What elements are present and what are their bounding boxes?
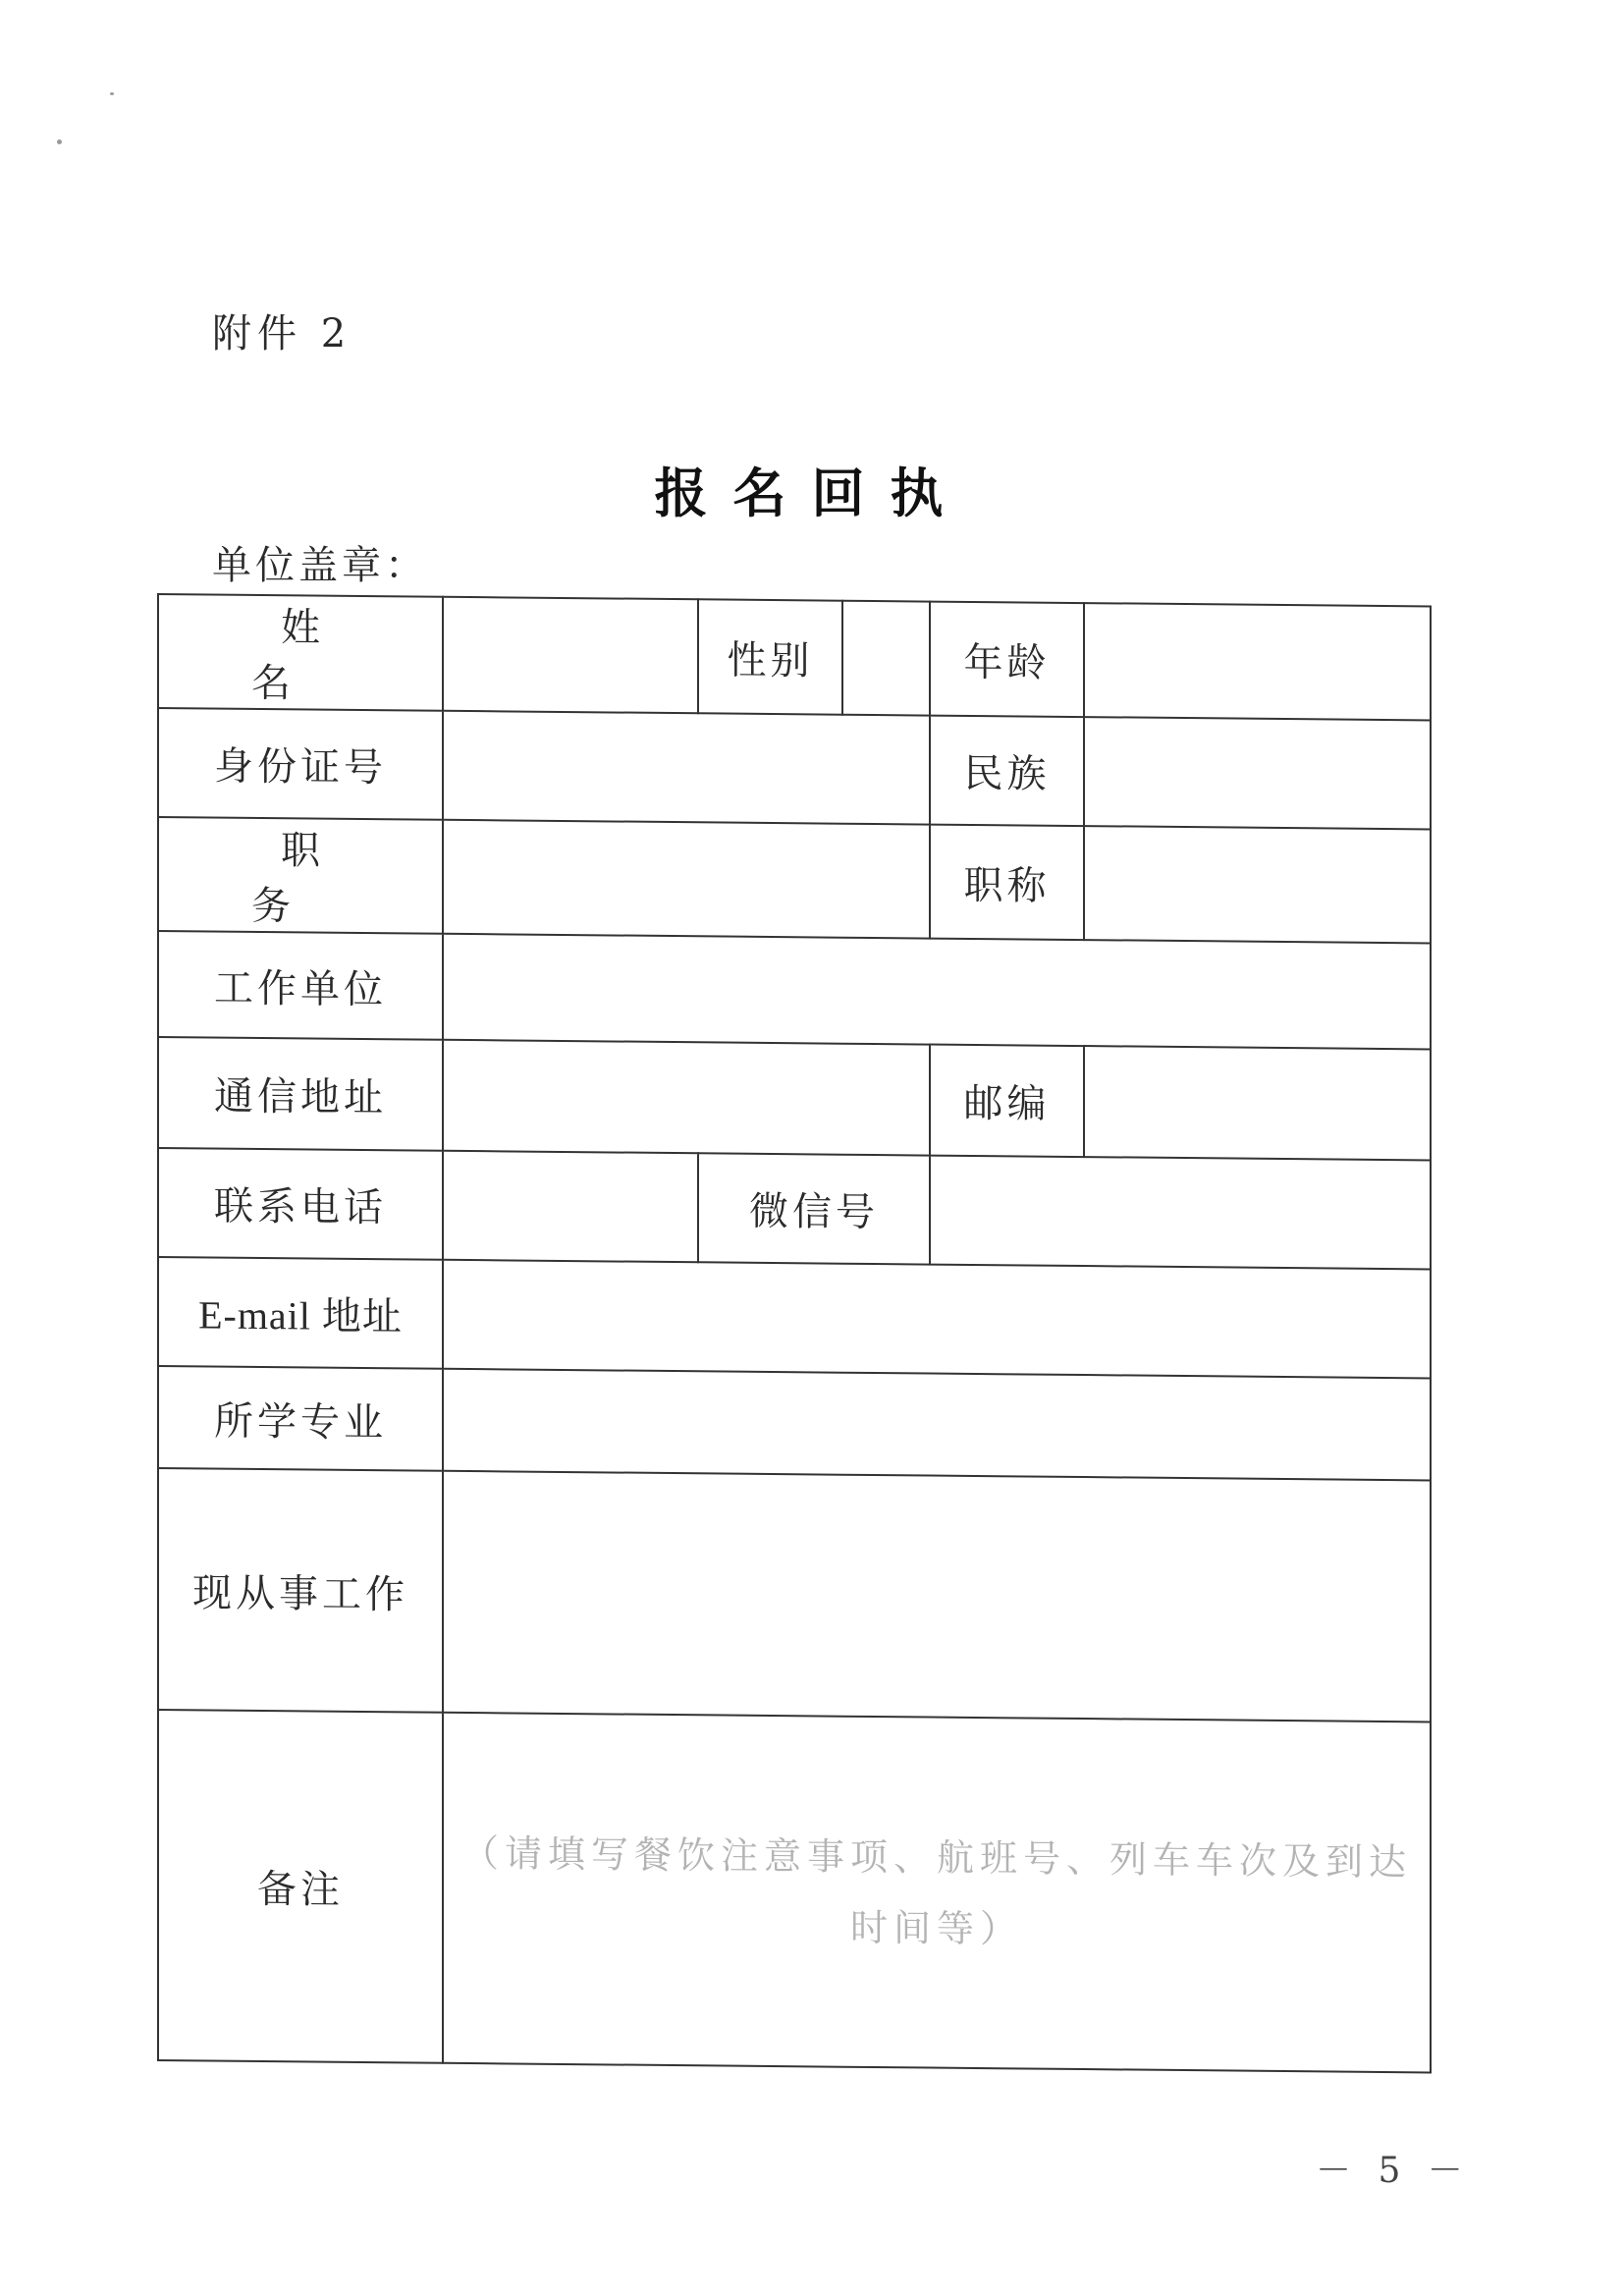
- attachment-label: 附件 2: [212, 311, 352, 356]
- form-row-name: [158, 594, 1431, 720]
- registration-form: [157, 593, 1432, 2073]
- unit-seal-label: 单位盖章：: [212, 543, 428, 588]
- major-label: 所学专业: [158, 1366, 443, 1471]
- name-label: 姓 名: [158, 594, 443, 711]
- work-unit-field[interactable]: [443, 934, 1431, 1050]
- phone-label: 联系电话: [158, 1148, 443, 1260]
- age-field[interactable]: [1084, 603, 1431, 720]
- ethnicity-label: 民族: [930, 716, 1084, 827]
- remarks-hint: （请填写餐饮注意事项、航班号、列车车次及到达时间等）: [460, 1831, 1412, 1950]
- email-label: E-mail 地址: [158, 1257, 443, 1369]
- wechat-label: 微信号: [698, 1153, 930, 1264]
- wechat-field[interactable]: [930, 1156, 1431, 1270]
- address-field[interactable]: [443, 1040, 930, 1156]
- scan-speck: [57, 139, 62, 144]
- remarks-label: 备注: [158, 1710, 443, 2063]
- ethnicity-field[interactable]: [1084, 717, 1431, 829]
- gender-label: 性别: [698, 599, 842, 714]
- current-work-label: 现从事工作: [158, 1468, 443, 1713]
- remarks-field[interactable]: [443, 1713, 1431, 2073]
- name-field[interactable]: [443, 597, 698, 713]
- current-work-field[interactable]: [443, 1471, 1431, 1722]
- title-rank-label: 职称: [930, 825, 1084, 941]
- major-field[interactable]: [443, 1369, 1431, 1481]
- postcode-field[interactable]: [1084, 1046, 1431, 1160]
- age-label: 年龄: [930, 602, 1084, 718]
- phone-field[interactable]: [443, 1151, 698, 1262]
- form-row-major: [158, 1366, 1431, 1480]
- email-field[interactable]: [443, 1260, 1431, 1379]
- form-row-address: [158, 1037, 1431, 1160]
- page-title: 报名回执: [654, 462, 969, 524]
- position-field[interactable]: [443, 820, 930, 939]
- work-unit-label: 工作单位: [158, 931, 443, 1040]
- form-row-current-work: [158, 1468, 1431, 1722]
- form-row-phone: [158, 1148, 1431, 1269]
- form-row-email: [158, 1257, 1431, 1378]
- form-row-remarks: [158, 1710, 1431, 2072]
- title-rank-field[interactable]: [1084, 826, 1431, 943]
- postcode-label: 邮编: [930, 1045, 1084, 1158]
- form-row-id: [158, 708, 1431, 829]
- page-number: － 5 －: [1316, 2151, 1471, 2191]
- form-row-work-unit: [158, 931, 1431, 1049]
- id-number-label: 身份证号: [158, 708, 443, 820]
- form-row-position: [158, 817, 1431, 943]
- position-label: 职 务: [158, 817, 443, 934]
- gender-field[interactable]: [842, 601, 930, 716]
- id-number-field[interactable]: [443, 711, 930, 825]
- address-label: 通信地址: [158, 1037, 443, 1151]
- scan-speck: [110, 92, 114, 95]
